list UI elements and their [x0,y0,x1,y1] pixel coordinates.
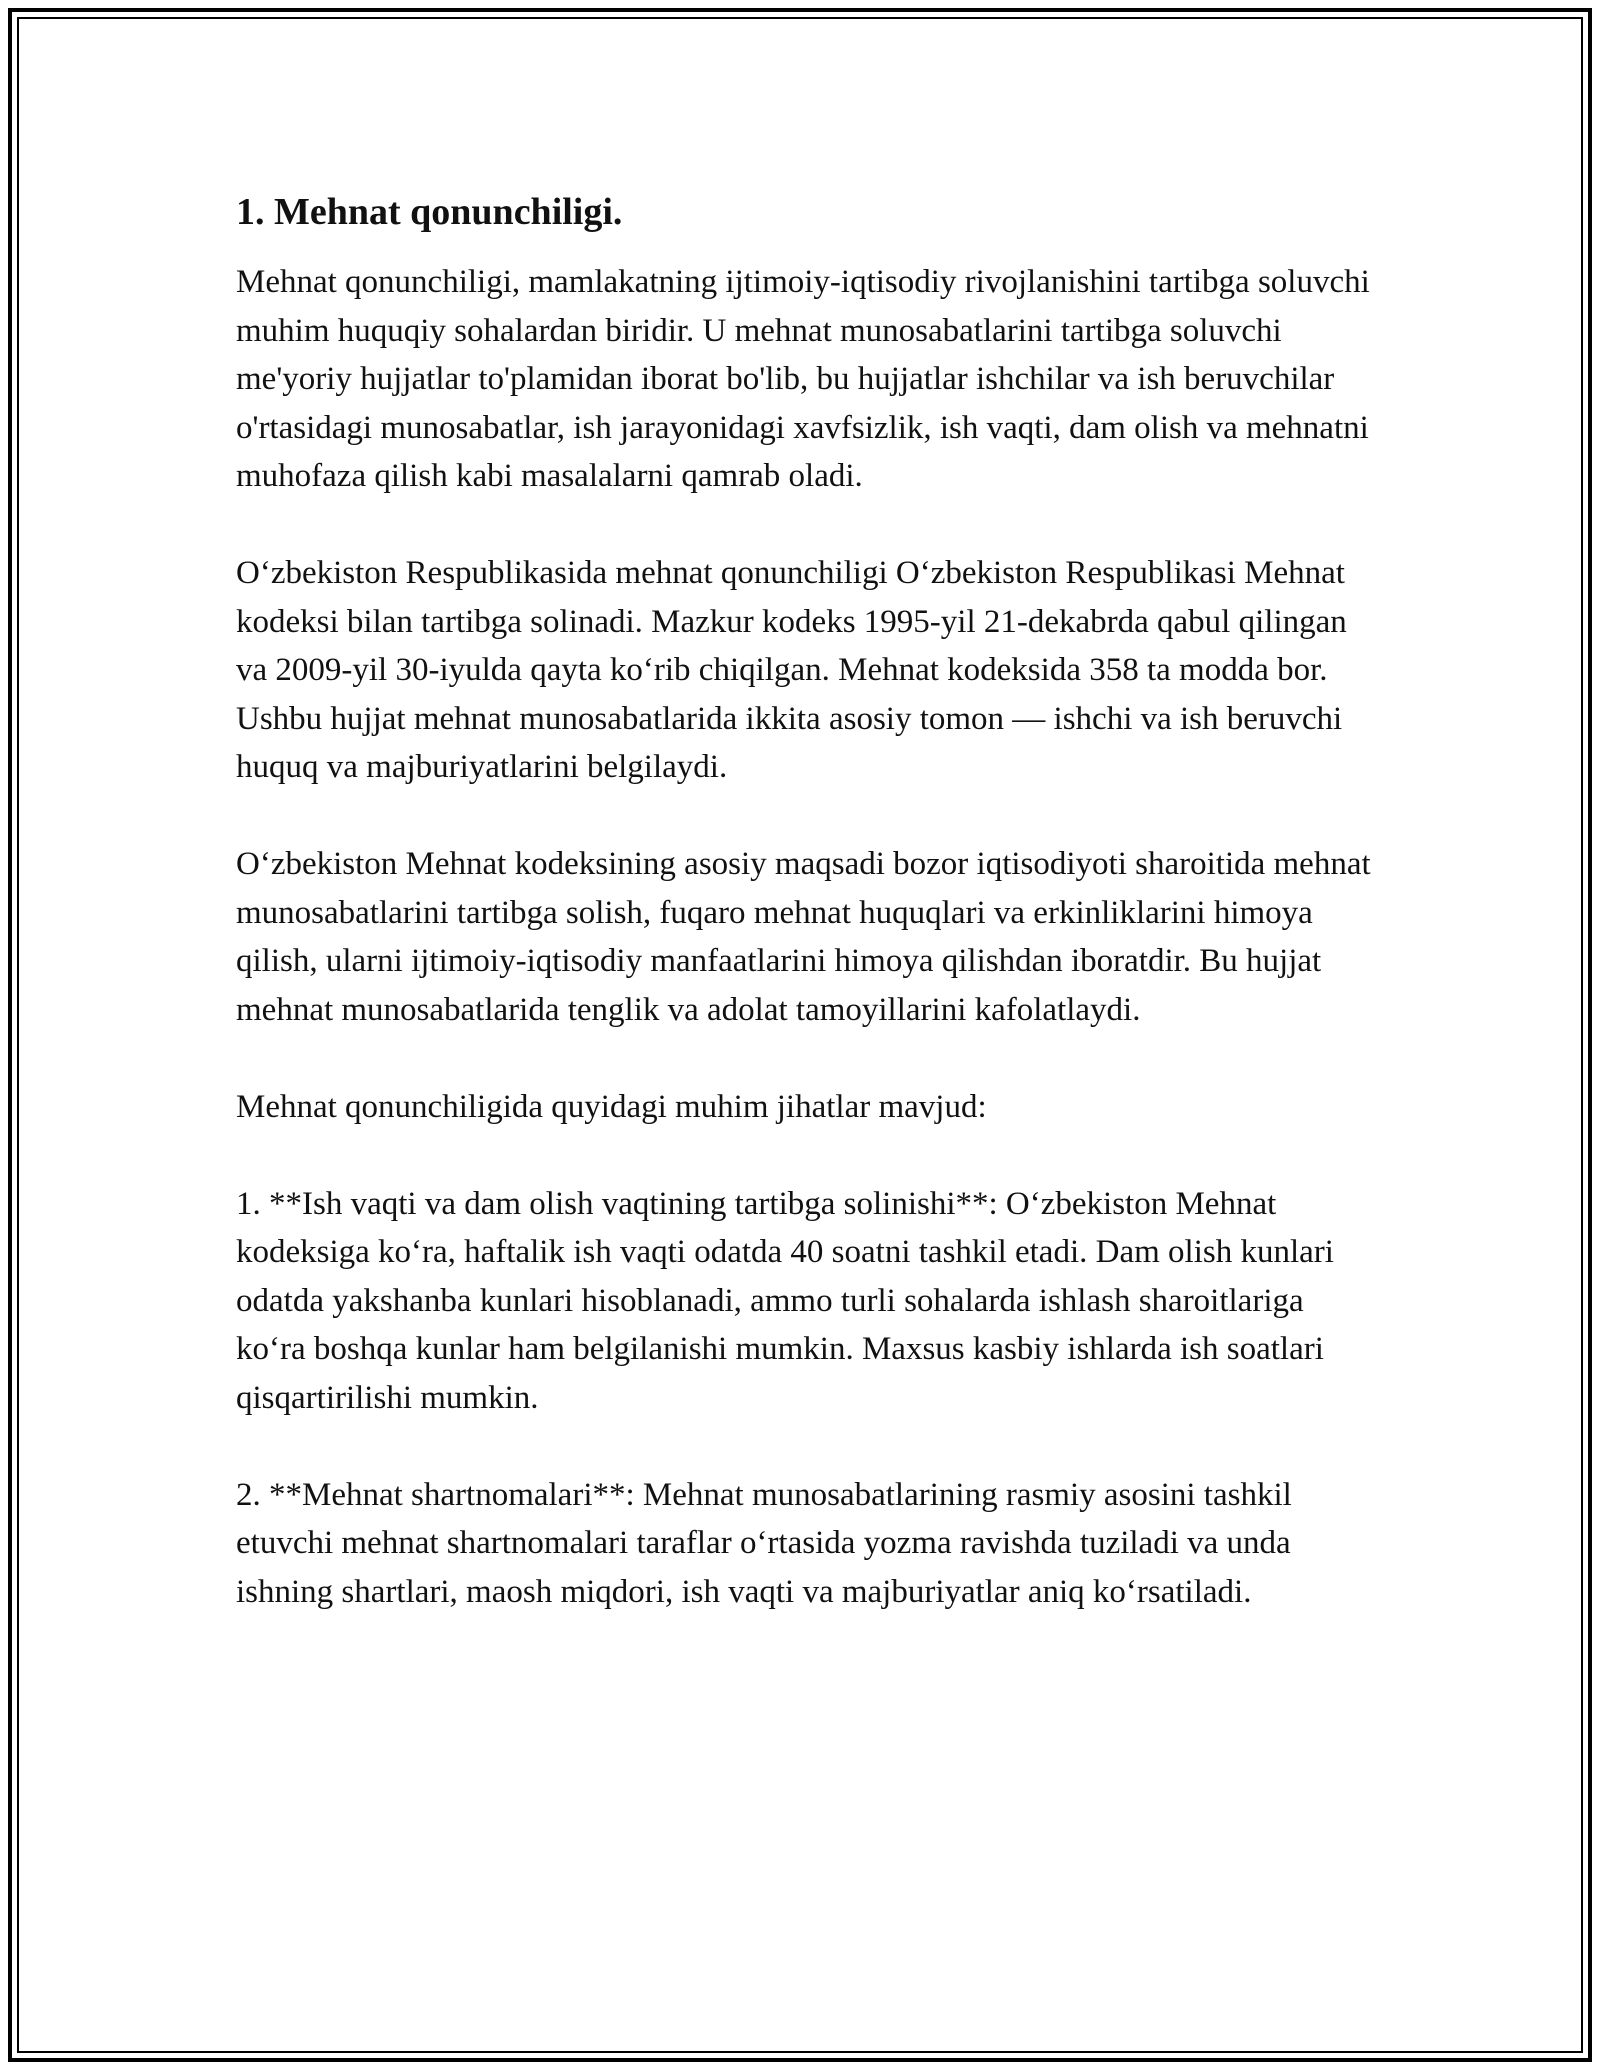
section-heading: 1. Mehnat qonunchiligi. [236,191,623,233]
list-item-work-time: 1. **Ish vaqti va dam olish vaqtining tartibga solinishi**: O‘zbekiston Mehnat kodeksiga ko‘ra, haftalik ish vaqti odatda 40 soatni tashkil etadi. Dam olish kunlari odatda yakshanba kunlari hisoblanadi, ammo turli sohalarda ishlash sharoitlariga ko‘ra boshqa kunlar ham belgilanishi mumkin. Maxsus kasbiy ishlarda ish soatlari qisqartirilishi mumkin. [236,1185,1334,1416]
paragraph-aspects-intro: Mehnat qonunchiligida quyidagi muhim jihatlar mavjud: [236,1088,987,1125]
paragraph-labor-code: O‘zbekiston Respublikasida mehnat qonunchiligi O‘zbekiston Respublikasi Mehnat kodeksi bilan tartibga solinadi. Mazkur kodeks 1995-yil 21-dekabrda qabul qilingan va 2009-yil 30-iyulda qayta ko‘rib chiqilgan. Mehnat kodeksida 358 ta modda bor. Ushbu hujjat mehnat munosabatlarida ikkita asosiy tomon — ishchi va ish beruvchi huquq va majburiyatlarini belgilaydi. [236,555,1347,785]
paragraph-code-purpose: O‘zbekiston Mehnat kodeksining asosiy maqsadi bozor iqtisodiyoti sharoitida mehnat munosabatlarini tartibga solish, fuqaro mehnat huquqlari va erkinliklarini himoya qilish, ularni ijtimoiy-iqtisodiy manfaatlarini himoya qilishdan iboratdir. Bu hujjat mehnat munosabatlarida tenglik va adolat tamoyillarini kafolatlaydi. [236,846,1371,1028]
list-item-contracts: 2. **Mehnat shartnomalari**: Mehnat munosabatlarining rasmiy asosini tashkil etuvchi mehnat shartnomalari taraflar o‘rtasida yozma ravishda tuziladi va unda ishning shartlari, maosh miqdori, ish vaqti va majburiyatlar aniq ko‘rsatiladi. [236,1476,1292,1610]
document-body [236,188,1371,1665]
paragraph-intro: Mehnat qonunchiligi, mamlakatning ijtimoiy-iqtisodiy rivojlanishini tartibga soluvchi muhim huquqiy sohalardan biridir. U mehnat munosabatlarini tartibga soluvchi me'yoriy hujjatlar to'plamidan iborat bo'lib, bu hujjatlar ishchilar va ish beruvchilar o'rtasidagi munosabatlar, ish jarayonidagi xavfsizlik, ish vaqti, dam olish va mehnatni muhofaza qilish kabi masalalarni qamrab oladi. [236,264,1370,494]
